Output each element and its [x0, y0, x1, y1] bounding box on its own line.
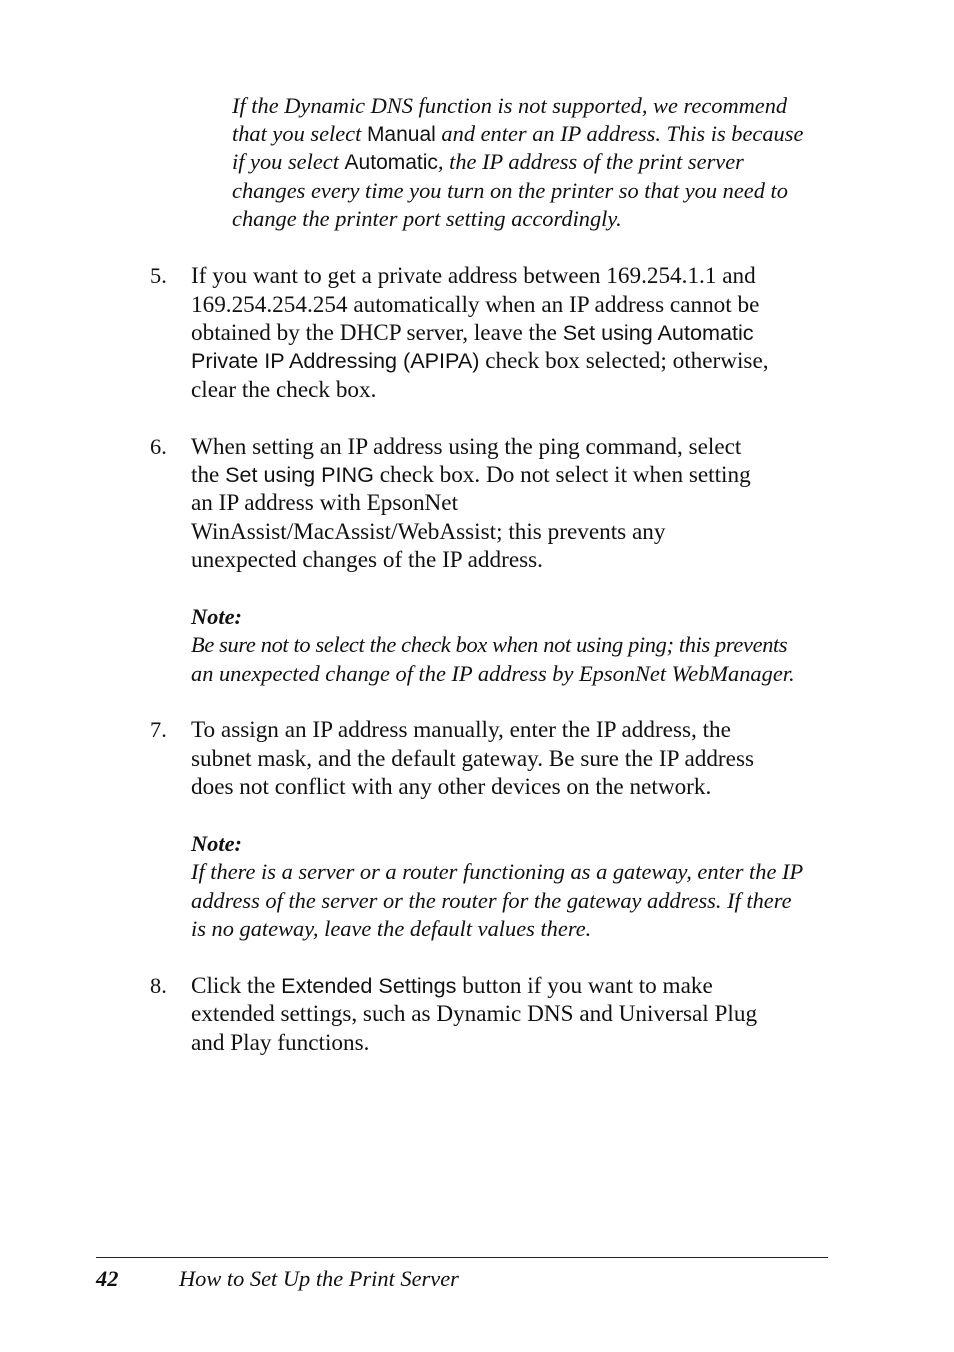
note-text-line: Be sure not to select the check box when not using ping; this prevents — [191, 632, 788, 657]
text-span: and enter an IP address. This is because — [435, 121, 804, 146]
text-span: If the Dynamic DNS function is not supported, we recommend — [232, 93, 788, 118]
text-line — [191, 350, 769, 373]
text-span: change the printer port setting accordingly. — [232, 206, 622, 231]
text-span: obtained by the DHCP server, leave the — [191, 320, 563, 346]
note-text-line: address of the server or the router for the gateway address. If there — [191, 888, 792, 913]
text-line: clear the check box. — [191, 377, 377, 403]
text-span: Click the — [191, 973, 282, 999]
running-footer-title: How to Set Up the Print Server — [179, 1266, 459, 1291]
note-text-line: If there is a server or a router functioning as a gateway, enter the IP — [191, 859, 804, 884]
text-line — [191, 975, 713, 998]
text-line: To assign an IP address manually, enter the IP address, the — [191, 717, 731, 743]
ui-term-apipa: Private IP Addressing (APIPA) — [191, 348, 480, 373]
step-number: 6. — [150, 434, 167, 459]
step-number: 8. — [150, 973, 167, 998]
page-number: 42 — [96, 1266, 119, 1291]
ui-term-set-using-automatic: Set using Automatic — [562, 320, 754, 345]
text-line: unexpected changes of the IP address. — [191, 547, 543, 573]
footer-divider — [96, 1257, 828, 1258]
note-text-line: an unexpected change of the IP address by EpsonNet WebManager. — [191, 661, 795, 686]
ui-term-set-using-ping: Set using PING — [225, 462, 374, 487]
text-line — [232, 180, 788, 202]
text-span: check box. Do not select it when setting — [373, 462, 751, 488]
text-span: the — [191, 462, 226, 488]
text-line — [232, 151, 744, 173]
text-line: If you want to get a private address between 169.254.1.1 and — [191, 263, 756, 289]
step-number: 7. — [150, 717, 167, 742]
text-line — [191, 464, 751, 487]
text-span: check box selected; otherwise, — [479, 348, 769, 374]
ui-term-manual: Manual — [366, 123, 436, 146]
text-line: When setting an IP address using the ping command, select — [191, 434, 742, 460]
text-span: changes every time you turn on the printer so that you need to — [232, 178, 788, 203]
text-line: subnet mask, and the default gateway. Be sure the IP address — [191, 746, 754, 772]
step-number: 5. — [150, 263, 167, 288]
note-text-line: is no gateway, leave the default values there. — [191, 916, 592, 941]
text-line: WinAssist/MacAssist/WebAssist; this prevents any — [191, 519, 666, 545]
text-line — [191, 322, 754, 345]
text-span: that you select — [232, 121, 367, 146]
text-line: does not conflict with any other devices on the network. — [191, 774, 712, 800]
text-line — [232, 208, 622, 230]
text-span: button if you want to make — [456, 973, 713, 999]
note-heading: Note: — [191, 604, 242, 629]
text-span: if you select — [232, 149, 345, 174]
text-line: and Play functions. — [191, 1030, 370, 1056]
text-line — [232, 95, 787, 117]
ui-term-extended-settings: Extended Settings — [281, 973, 457, 998]
text-line: extended settings, such as Dynamic DNS and Universal Plug — [191, 1001, 758, 1027]
note-heading: Note: — [191, 831, 242, 856]
text-line — [232, 123, 803, 145]
text-span: , the IP address of the print server — [437, 149, 744, 174]
text-line: 169.254.254.254 automatically when an IP address cannot be — [191, 292, 760, 318]
ui-term-automatic: Automatic — [344, 151, 438, 174]
text-line: an IP address with EpsonNet — [191, 490, 459, 516]
